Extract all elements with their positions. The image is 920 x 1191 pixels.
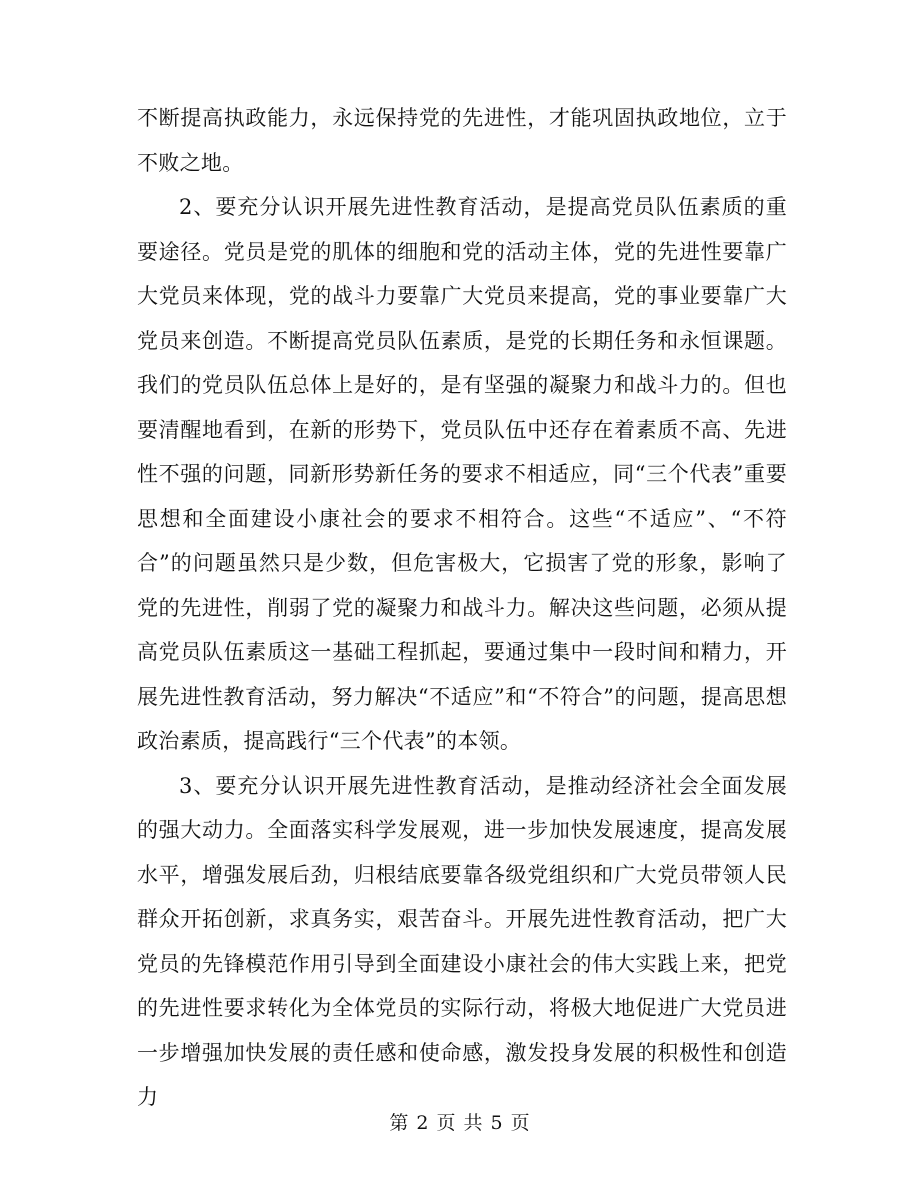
paragraph-1: 不断提高执政能力，永远保持党的先进性，才能巩固执政地位，立于不败之地。 <box>137 106 787 175</box>
paragraph-2: 2、要充分认识开展先进性教育活动，是提高党员队伍素质的重要途径。党员是党的肌体的细胞和党的活动主体，党的先进性要靠广大党员来体现，党的战斗力要靠广大党员来提高，党的事业要靠广大党员来创造。不断提高党员队伍素质，是党的长期任务和永恒课题。我们的党员队伍总体上是好的，是有坚强的凝聚力和战斗力的。但也要清醒地看到，在新的形势下，党员队伍中还存在着素质不高、先进性不强的问题，同新形势新任务的要求不相适应，同“三个代表”重要思想和全面建设小康社会的要求不相符合。这些“不适应”、“不符合”的问题虽然只是少数，但危害极大，它损害了党的形象，影响了党的先进性，削弱了党的凝聚力和战斗力。解决这些问题，必须从提高党员队伍素质这一基础工程抓起，要通过集中一段时间和精力，开展先进性教育活动，努力解决“不适应”和“不符合”的问题，提高思想政治素质，提高践行“三个代表”的本领。 <box>137 195 787 753</box>
page-number-label: 第 2 页 共 5 页 <box>389 1112 531 1134</box>
page-footer <box>0 1108 920 1135</box>
document-body <box>137 96 787 1120</box>
paragraph-3: 3、要充分认识开展先进性教育活动，是推动经济社会全面发展的强大动力。全面落实科学发展观，进一步加快发展速度，提高发展水平，增强发展后劲，归根结底要靠各级党组织和广大党员带领人民群众开拓创新，求真务实，艰苦奋斗。开展先进性教育活动，把广大党员的先锋模范作用引导到全面建设小康社会的伟大实践上来，把党的先进性要求转化为全体党员的实际行动，将极大地促进广大党员进一步增强加快发展的责任感和使命感，激发投身发展的积极性和创造力 <box>137 773 787 1109</box>
